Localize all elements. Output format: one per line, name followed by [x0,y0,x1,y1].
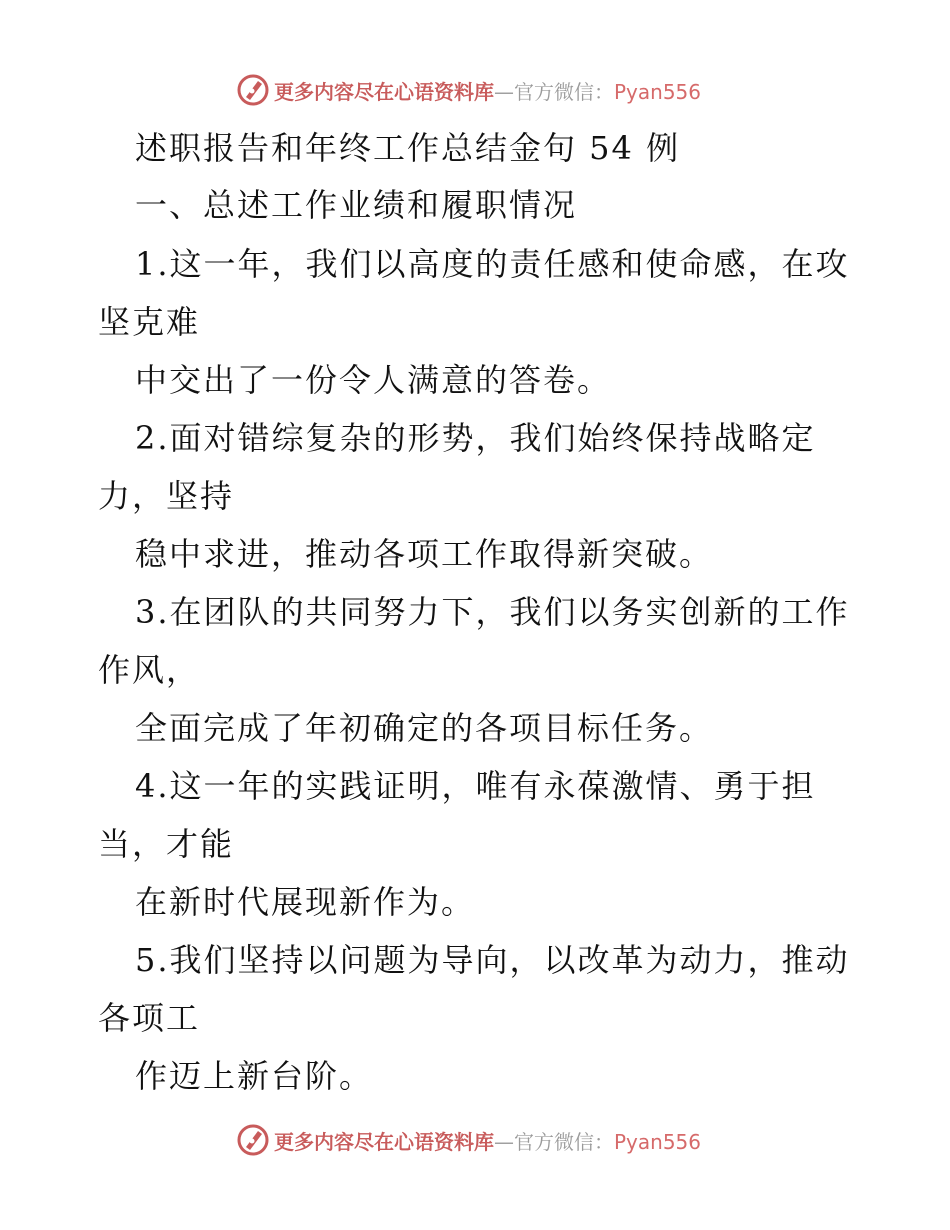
document-title: 述职报告和年终工作总结金句 54 例 [135,129,681,167]
watermark-dash: — [494,79,514,104]
watermark-part3: Pyan556 [614,1129,702,1154]
section-heading: 一、总述工作业绩和履职情况 [135,186,578,224]
paragraph-line: 力，坚持 [98,477,235,515]
watermark-part2: 官方微信： [514,1129,614,1154]
paragraph-line: 2.面对错综复杂的形势，我们始终保持战略定 [135,419,816,457]
paragraph-line: 当，才能 [98,825,235,863]
watermark-text [274,1126,701,1155]
header-watermark [236,72,701,108]
paragraph-line: 在新时代展现新作为。 [135,883,476,921]
footer-watermark [236,1122,701,1158]
watermark-text [274,76,701,105]
paragraph-line: 各项工 [98,999,201,1037]
watermark-part2: 官方微信： [514,79,614,104]
watermark-dash: — [494,1129,514,1154]
paragraph-line: 全面完成了年初确定的各项目标任务。 [135,709,714,747]
paragraph-line: 4.这一年的实践证明，唯有永葆激情、勇于担 [135,767,816,805]
paragraph-line: 坚克难 [98,303,201,341]
paragraph-line: 中交出了一份令人满意的答卷。 [135,361,612,399]
pen-circle-logo-icon [236,1123,270,1157]
paragraph-line: 3.在团队的共同努力下，我们以务实创新的工作 [135,593,850,631]
paragraph-line: 5.我们坚持以问题为导向，以改革为动力，推动 [135,941,850,979]
watermark-part3: Pyan556 [614,79,702,104]
paragraph-line: 作迈上新台阶。 [135,1057,374,1095]
paragraph-line: 作风， [98,651,201,689]
pen-circle-logo-icon [236,73,270,107]
watermark-part1: 更多内容尽在心语资料库 [274,79,494,104]
paragraph-line: 1.这一年，我们以高度的责任感和使命感，在攻 [135,245,850,283]
paragraph-line: 稳中求进，推动各项工作取得新突破。 [135,535,714,573]
watermark-part1: 更多内容尽在心语资料库 [274,1129,494,1154]
